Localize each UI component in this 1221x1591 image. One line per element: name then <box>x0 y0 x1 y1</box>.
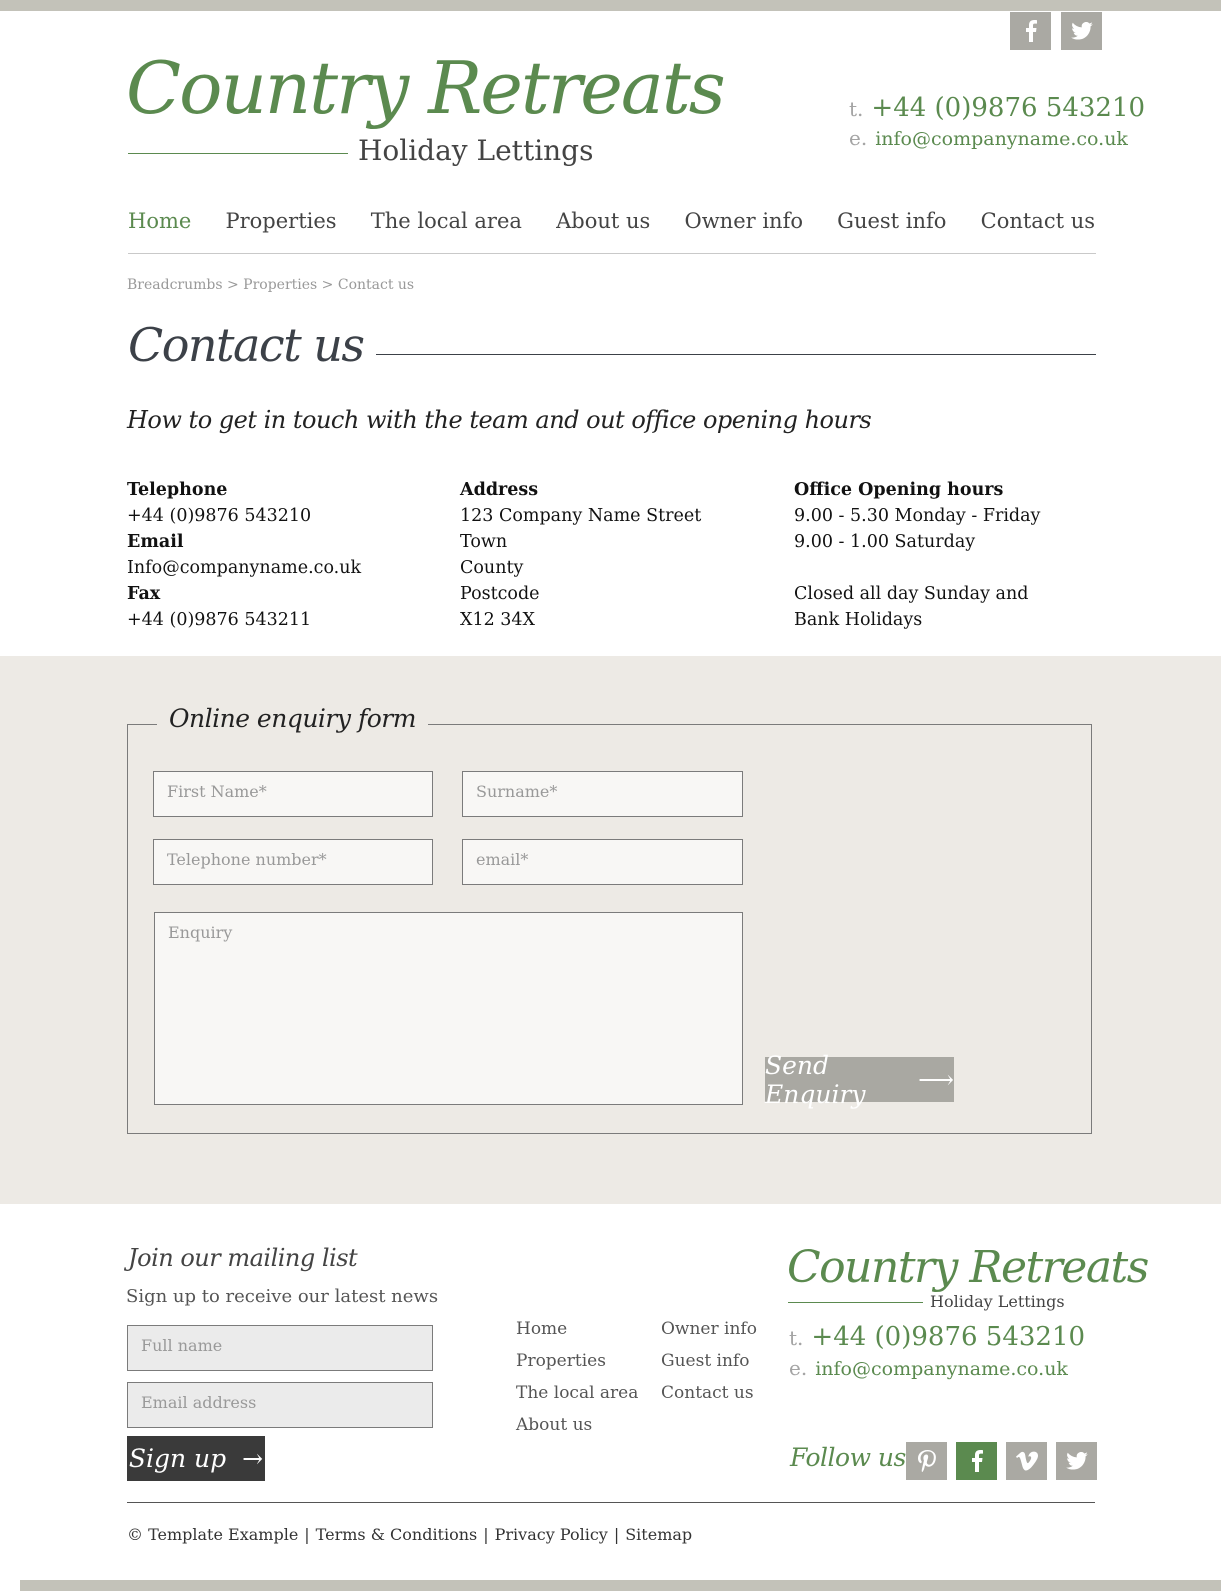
address-line: Postcode <box>460 584 540 604</box>
nav-item-properties[interactable]: Properties <box>225 209 337 233</box>
breadcrumb[interactable]: Breadcrumbs > Properties > Contact us <box>127 277 415 293</box>
fax-value: +44 (0)9876 543211 <box>127 610 312 630</box>
telephone-input[interactable]: Telephone number* <box>153 839 433 885</box>
footer-phone[interactable] <box>789 1322 1085 1352</box>
privacy-link[interactable]: Privacy Policy <box>494 1525 608 1544</box>
mailing-list-title: Join our mailing list <box>128 1244 358 1272</box>
footer-phone-value[interactable]: +44 (0)9876 543210 <box>811 1322 1086 1352</box>
header-phone[interactable] <box>849 93 1145 123</box>
nav-divider <box>128 253 1096 254</box>
email-heading: Email <box>127 532 184 552</box>
telephone-value[interactable]: +44 (0)9876 543210 <box>127 506 312 526</box>
send-enquiry-button[interactable] <box>765 1050 954 1109</box>
twitter-icon <box>1071 22 1093 40</box>
header-phone-value[interactable]: +44 (0)9876 543210 <box>871 93 1146 123</box>
hours-heading: Office Opening hours <box>794 480 1004 500</box>
nav-item-local-area[interactable]: The local area <box>370 209 522 233</box>
sign-up-label: Sign up <box>128 1444 227 1473</box>
email-label: e. <box>849 126 868 150</box>
page-subtitle: How to get in touch with the team and out office opening hours <box>127 406 872 434</box>
phone-label: t. <box>789 1326 804 1350</box>
footer-divider <box>127 1502 1095 1503</box>
send-enquiry-label: Send Enquiry <box>765 1050 866 1109</box>
footer-link-guest-info[interactable]: Guest info <box>661 1351 750 1371</box>
separator: | <box>483 1525 489 1544</box>
footer-links-col2 <box>661 1313 757 1409</box>
first-name-input[interactable]: First Name* <box>153 771 433 817</box>
arrow-right-icon: ⟶ <box>918 1065 954 1094</box>
footer-legal <box>127 1525 692 1544</box>
footer-link-properties[interactable]: Properties <box>516 1351 606 1371</box>
footer-link-home[interactable]: Home <box>516 1319 568 1339</box>
address-line: 123 Company Name Street <box>460 506 702 526</box>
title-divider <box>376 354 1096 355</box>
nav-item-owner-info[interactable]: Owner info <box>684 209 803 233</box>
copyright-text: © Template Example <box>127 1525 299 1544</box>
footer-email-value[interactable]: info@companyname.co.uk <box>815 1358 1068 1380</box>
header-email-value[interactable]: info@companyname.co.uk <box>875 128 1128 150</box>
footer-logo-title[interactable]: Country Retreats <box>787 1242 1148 1293</box>
twitter-icon <box>1066 1452 1088 1470</box>
full-name-input[interactable]: Full name <box>127 1325 433 1371</box>
email-address-input[interactable]: Email address <box>127 1382 433 1428</box>
footer-links-col1 <box>516 1313 638 1441</box>
terms-link[interactable]: Terms & Conditions <box>315 1525 478 1544</box>
footer-twitter-button[interactable] <box>1056 1442 1097 1480</box>
enquiry-textarea[interactable]: Enquiry <box>154 912 743 1105</box>
hours-spacer <box>794 555 1040 581</box>
vimeo-icon <box>1016 1451 1038 1471</box>
closed-line: Closed all day Sunday and <box>794 584 1029 604</box>
nav-item-home[interactable]: Home <box>128 209 192 233</box>
facebook-icon <box>971 1450 983 1472</box>
email-value[interactable]: Info@companyname.co.uk <box>127 558 362 578</box>
footer-pinterest-button[interactable] <box>906 1442 947 1480</box>
email-label: e. <box>789 1356 808 1380</box>
sign-up-button[interactable] <box>127 1436 265 1481</box>
arrow-right-icon: → <box>242 1444 264 1473</box>
address-line: County <box>460 558 524 578</box>
address-column <box>460 477 701 633</box>
follow-us-label: Follow us <box>790 1443 906 1472</box>
footer-logo-divider <box>788 1302 923 1303</box>
hours-column <box>794 477 1040 633</box>
logo-title[interactable]: Country Retreats <box>126 46 724 130</box>
main-nav <box>128 209 1095 233</box>
enquiry-form-legend: Online enquiry form <box>157 704 428 733</box>
hours-line: 9.00 - 1.00 Saturday <box>794 532 976 552</box>
sitemap-link[interactable]: Sitemap <box>625 1525 693 1544</box>
footer-link-about-us[interactable]: About us <box>516 1415 593 1435</box>
footer-facebook-button[interactable] <box>956 1442 997 1480</box>
logo-tagline: Holiday Lettings <box>358 134 594 167</box>
email-input[interactable]: email* <box>462 839 743 885</box>
nav-item-about-us[interactable]: About us <box>556 209 651 233</box>
footer-vimeo-button[interactable] <box>1006 1442 1047 1480</box>
top-accent-bar <box>0 0 1221 11</box>
fax-heading: Fax <box>127 584 161 604</box>
address-heading: Address <box>460 480 539 500</box>
header-email[interactable] <box>849 126 1128 150</box>
nav-item-contact-us[interactable]: Contact us <box>980 209 1095 233</box>
footer-email[interactable] <box>789 1356 1068 1380</box>
pinterest-icon <box>918 1450 936 1472</box>
bottom-accent-bar <box>20 1580 1221 1591</box>
footer-link-owner-info[interactable]: Owner info <box>661 1319 757 1339</box>
nav-item-guest-info[interactable]: Guest info <box>837 209 947 233</box>
page-title: Contact us <box>128 318 364 372</box>
header-facebook-button[interactable] <box>1010 12 1051 50</box>
hours-line: 9.00 - 5.30 Monday - Friday <box>794 506 1041 526</box>
separator: | <box>304 1525 310 1544</box>
surname-input[interactable]: Surname* <box>462 771 743 817</box>
footer-link-contact-us[interactable]: Contact us <box>661 1383 754 1403</box>
footer-link-local-area[interactable]: The local area <box>516 1383 639 1403</box>
address-line: Town <box>460 532 508 552</box>
facebook-icon <box>1025 20 1037 42</box>
separator: | <box>613 1525 620 1544</box>
header-twitter-button[interactable] <box>1061 12 1102 50</box>
logo-divider <box>128 153 348 154</box>
telephone-heading: Telephone <box>127 480 228 500</box>
closed-line: Bank Holidays <box>794 610 923 630</box>
phone-label: t. <box>849 97 864 121</box>
footer-logo-tagline: Holiday Lettings <box>930 1292 1065 1311</box>
mailing-list-subtitle: Sign up to receive our latest news <box>126 1286 439 1307</box>
address-line: X12 34X <box>460 610 536 630</box>
contact-column <box>127 477 361 633</box>
